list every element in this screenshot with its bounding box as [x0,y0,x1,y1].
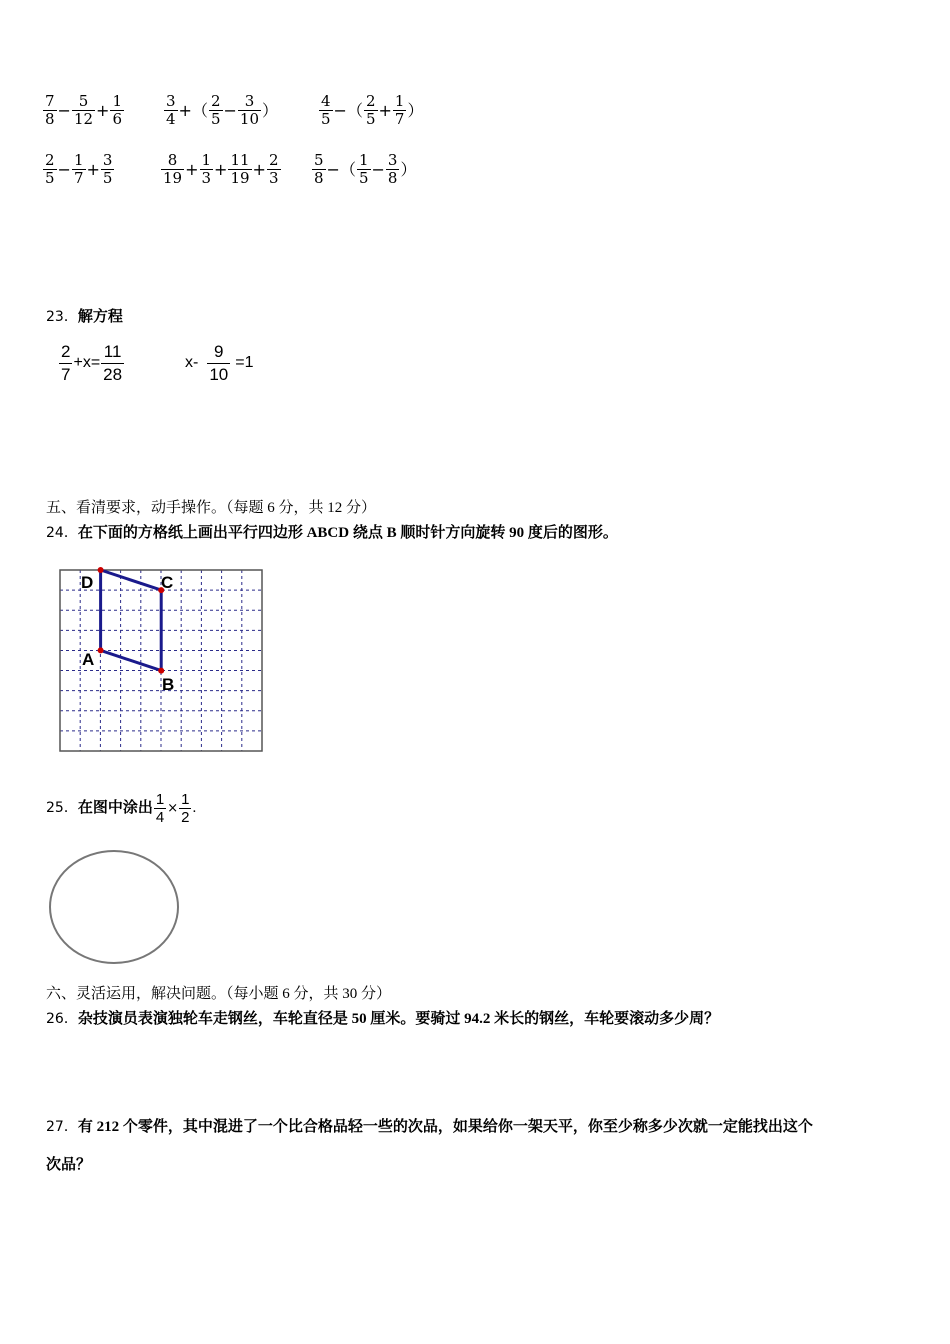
denominator: 3 [201,169,212,187]
numerator: 1 [358,151,369,169]
denominator: 19 [163,169,183,187]
denominator: 19 [230,169,250,187]
q26-number: 26． [46,1011,78,1027]
operator: +（ [178,100,208,120]
label-b: B [162,675,175,694]
fraction [319,93,333,128]
denominator: 8 [387,169,398,187]
calc-row1-expr3 [318,93,423,128]
denominator: 5 [45,169,55,187]
operator: + [252,159,266,179]
fraction [357,152,371,187]
numerator: 1 [112,92,122,110]
denominator: 5 [321,110,331,128]
denominator: 3 [268,169,279,187]
fraction [72,93,95,128]
q26-text-a: 杂技演员表演独轮车走钢丝，车轮直径是 [77,1011,352,1027]
fraction [228,152,251,187]
q24-grid-figure [56,566,268,756]
fraction [164,93,178,128]
q24-bold-b: B [386,525,397,541]
operator: + [96,100,110,120]
denominator: 5 [358,169,369,187]
numerator: 8 [161,152,184,170]
q25-end: . [192,800,197,816]
calc-row2-expr1 [42,152,115,187]
operator: + [214,159,228,179]
denominator: 5 [365,110,376,128]
q23-eq1-middle: +x= [73,354,101,371]
q27-text-a: 有 [77,1119,97,1135]
operator: + [86,159,100,179]
q23-eq2-prefix: x- [185,354,199,371]
denominator: 7 [61,364,71,384]
numerator: 4 [321,92,331,110]
numerator: 1 [201,151,212,169]
section6-title: 六、灵活运用，解决问题。（每小题 6 分，共 30 分） [46,986,392,1002]
operator: ） [262,100,279,120]
q25-circle-figure [46,848,182,966]
numerator: 1 [394,92,405,110]
denominator: 6 [112,110,122,128]
q24-bold-c: 90 [509,525,525,541]
calc-row1-expr1 [42,93,125,128]
operator: ） [407,100,424,120]
numerator: 5 [72,93,95,111]
label-a: A [82,650,95,669]
numerator: 1 [155,791,165,809]
q25-fraction-1 [154,791,166,826]
fraction [43,152,57,187]
operator: + [185,159,199,179]
numerator: 3 [102,151,113,169]
denominator: 8 [314,169,324,187]
q26-text [46,1009,719,1029]
numerator: 11 [101,341,124,364]
q25-number: 25． [46,800,78,816]
q23-eq1-fraction-2 [101,341,124,386]
q27-number: 27． [46,1119,78,1135]
q23-eq2-suffix: =1 [235,354,254,371]
denominator: 12 [73,110,94,128]
denominator: 5 [102,169,113,187]
numerator: 3 [387,151,398,169]
numerator: 7 [45,92,55,110]
fraction [101,152,115,187]
q24-number: 24． [46,525,78,541]
q23-equation-1 [58,340,125,386]
numerator: 3 [166,92,176,110]
q24-text-c: 顺时针方向旋转 [396,525,510,541]
denominator: 28 [103,364,123,384]
q23-eq2-fraction [207,341,230,386]
fraction [238,93,261,128]
q23-equation-2 [185,340,254,386]
operator: − [223,100,237,120]
q23-title: 解方程 [77,309,123,325]
q24-text-a: 在下面的方格纸上画出平行四边形 [77,525,307,541]
denominator: 4 [166,110,176,128]
fraction [393,93,407,128]
denominator: 10 [239,110,260,128]
q24-text-b: 绕点 [349,525,387,541]
denominator: 10 [209,364,229,384]
circle-shape [50,851,178,963]
numerator: 1 [181,791,190,809]
fraction [72,152,86,187]
operator: − [57,100,71,120]
calc-row2-expr3 [311,152,416,187]
fraction [364,93,378,128]
fraction [161,152,184,187]
q27-text-line2 [46,1155,91,1175]
fraction [312,152,326,187]
q25-text [46,791,196,826]
numerator: 1 [73,151,84,169]
numerator: 2 [365,92,376,110]
numerator: 11 [230,151,250,169]
operator: + [378,100,392,120]
fraction [267,152,281,187]
operator: ） [400,159,417,179]
q23-eq1-fraction-1 [59,341,72,386]
fraction [386,152,400,187]
denominator: 4 [155,809,165,827]
numerator: 3 [238,93,261,111]
operator: −（ [333,100,363,120]
section5-title: 五、看清要求，动手操作。（每题 6 分，共 12 分） [46,500,377,516]
numerator: 2 [210,92,221,110]
q26-bold-a: 50 [351,1011,367,1027]
operator: −（ [326,159,356,179]
q27-bold-a: 212 [96,1119,120,1135]
label-d: D [81,573,94,592]
point-b [158,668,164,674]
q27-text-b: 个零件，其中混进了一个比合格品轻一些的次品，如果给你一架天平，你至少称多少次就一定能找出这个 [119,1119,813,1135]
point-d [98,567,104,573]
numerator: 5 [314,151,324,169]
fraction [43,93,57,128]
denominator: 5 [210,110,221,128]
q27-line2: 次品？ [46,1157,92,1173]
numerator: 2 [45,151,55,169]
numerator: 2 [268,151,279,169]
denominator: 8 [45,110,55,128]
operator: − [371,159,385,179]
q25-times: × [167,800,179,816]
operator: − [57,159,71,179]
fraction [209,93,223,128]
q26-bold-b: 94.2 [464,1011,491,1027]
calc-row1-expr2 [163,93,278,128]
q24-text [46,523,618,543]
numerator: 2 [59,341,72,364]
q25-fraction-2 [179,791,191,826]
denominator: 7 [73,169,84,187]
q24-bold-a: ABCD [306,525,350,541]
fraction [200,152,214,187]
parallelogram-abcd [101,570,162,671]
denominator: 2 [181,809,190,827]
q26-text-c: 米长的钢丝，车轮要滚动多少周？ [490,1011,720,1027]
q26-text-b: 厘米。要骑过 [366,1011,465,1027]
q27-text-line1 [46,1117,813,1137]
fraction [110,93,124,128]
label-c: C [161,573,174,592]
q23-number: 23． [46,309,78,325]
q23-heading [46,307,123,327]
q24-text-d: 度后的图形。 [524,525,618,541]
point-a [98,647,104,653]
numerator: 9 [207,341,230,364]
denominator: 7 [394,110,405,128]
calc-row2-expr2 [160,152,282,187]
q25-prompt: 在图中涂出 [77,800,153,816]
